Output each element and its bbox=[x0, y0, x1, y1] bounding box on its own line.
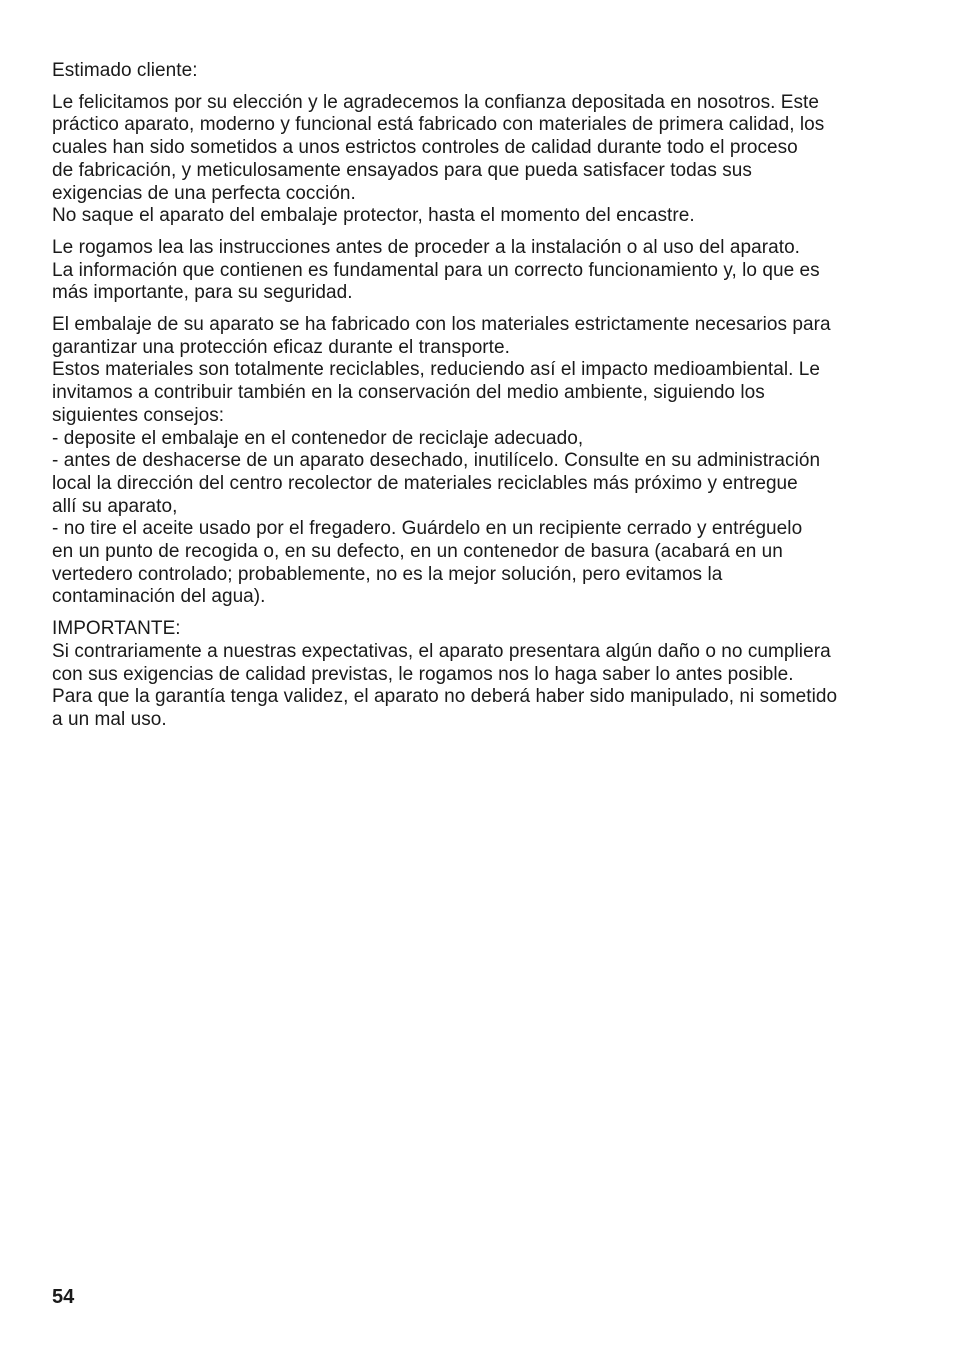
page-number: 54 bbox=[52, 1286, 75, 1308]
instructions-paragraph bbox=[52, 237, 902, 305]
list-item: - antes de deshacerse de un aparato desechado, inutilícelo. Consulte en su administración bbox=[52, 450, 821, 472]
text-line: de fabricación, y meticulosamente ensayados para que pueda satisfacer todas sus bbox=[52, 159, 752, 181]
text-line: contaminación del agua). bbox=[52, 586, 266, 608]
text-line: Le felicitamos por su elección y le agradecemos la confianza depositada en nosotros. Este bbox=[52, 91, 820, 113]
intro-paragraph bbox=[52, 92, 902, 228]
text-line: cuales han sido sometidos a unos estrictos controles de calidad durante todo el proceso bbox=[52, 137, 798, 159]
text-line: No saque el aparato del embalaje protector, hasta el momento del encastre. bbox=[52, 205, 695, 227]
list-item: - deposite el embalaje en el contenedor de reciclaje adecuado, bbox=[52, 427, 584, 449]
text-line: a un mal uso. bbox=[52, 708, 167, 730]
important-heading: IMPORTANTE: bbox=[52, 618, 181, 640]
text-line: exigencias de una perfecta cocción. bbox=[52, 182, 356, 204]
greeting-paragraph bbox=[52, 60, 902, 83]
list-item: - no tire el aceite usado por el fregadero. Guárdelo en un recipiente cerrado y entréguelo bbox=[52, 518, 803, 540]
text-line: Le rogamos lea las instrucciones antes de proceder a la instalación o al uso del aparato. bbox=[52, 236, 801, 258]
text-line: con sus exigencias de calidad previstas, le rogamos nos lo haga saber lo antes posible. bbox=[52, 663, 794, 685]
text-line: La información que contienen es fundamental para un correcto funcionamiento y, lo que es bbox=[52, 259, 820, 281]
text-line: Si contrariamente a nuestras expectativas, el aparato presentara algún daño o no cumpliera bbox=[52, 640, 831, 662]
text-line: invitamos a contribuir también en la conservación del medio ambiente, siguiendo los bbox=[52, 382, 765, 404]
text-line: garantizar una protección eficaz durante el transporte. bbox=[52, 336, 510, 358]
environment-paragraph bbox=[52, 314, 902, 609]
text-line: Estimado cliente: bbox=[52, 60, 198, 81]
text-line: práctico aparato, moderno y funcional está fabricado con materiales de primera calidad, los bbox=[52, 114, 825, 136]
text-line: Estos materiales son totalmente reciclables, reduciendo así el impacto medioambiental. Le bbox=[52, 359, 821, 381]
text-line: Para que la garantía tenga validez, el aparato no deberá haber sido manipulado, ni sometido bbox=[52, 686, 838, 708]
text-line: local la dirección del centro recolector de materiales reciclables más próximo y entregue bbox=[52, 472, 798, 494]
text-line: siguientes consejos: bbox=[52, 404, 225, 426]
text-line: más importante, para su seguridad. bbox=[52, 282, 353, 304]
text-line: El embalaje de su aparato se ha fabricado con los materiales estrictamente necesarios para bbox=[52, 314, 831, 336]
text-line: allí su aparato, bbox=[52, 495, 178, 517]
text-line: vertedero controlado; probablemente, no es la mejor solución, pero evitamos la bbox=[52, 563, 723, 585]
important-paragraph bbox=[52, 618, 902, 732]
document-body bbox=[52, 60, 902, 732]
text-line: en un punto de recogida o, en su defecto, en un contenedor de basura (acabará en un bbox=[52, 541, 783, 563]
